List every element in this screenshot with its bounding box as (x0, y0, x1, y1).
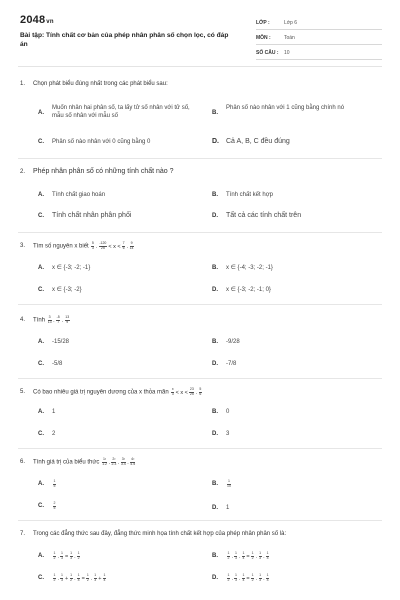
meta-value: Toán (284, 35, 295, 41)
option-label: C. (38, 213, 44, 219)
option-text: 2 (52, 431, 56, 437)
fraction: $\frac{2}{5}$ (53, 501, 56, 510)
option-label: A. (38, 339, 44, 345)
question-divider (18, 158, 382, 159)
question-text: Chọn phát biểu đúng nhất trong các phát biểu sau: (33, 81, 168, 87)
option-text: -7/8 (226, 361, 237, 367)
question-number: 2. (20, 169, 26, 175)
option-text-wrap: $\frac{1}{2}$ . $\frac{1}{3}$ + $\frac{1}{2}$ . $\frac{1}{4}$ = $\frac{1}{2}$ . $\frac{1}{3}$ + $\frac{1}{4}$ (53, 573, 106, 582)
meta-row-count (256, 46, 382, 60)
option-text: x ∈ {-3; -2; -1; 0} (226, 287, 271, 293)
question-text: Tính giá trị của biểu thức (33, 459, 100, 466)
fraction: $\frac{\text{4²}}{4.5}$ (130, 457, 136, 466)
option-text-wrap: $\frac{1}{2}$ . $\frac{1}{3}$ . $\frac{1}{4}$ = $\frac{1}{2}$ . $\frac{1}{3}$ . $\frac{1}{4}$ (227, 551, 269, 560)
option-text-wrap (226, 480, 232, 489)
question-number: 1. (20, 81, 26, 87)
question-divider (18, 304, 382, 305)
option-text: Muốn nhân hai phân số, ta lấy tử số nhân với tử số, mẫu số nhân với mẫu số (52, 105, 190, 119)
option-label: D. (212, 287, 218, 293)
option-label: D. (212, 505, 218, 511)
meta-row-class (256, 16, 382, 30)
option-label: D. (212, 431, 218, 437)
fraction: $\frac{9}{14}$ (129, 241, 134, 250)
option-label: B. (212, 481, 218, 487)
option-label: B. (212, 409, 218, 415)
option-label: A. (38, 409, 44, 415)
fraction: $\frac{\text{2²}}{2.3}$ (111, 457, 117, 466)
question-text: Có bao nhiêu giá trị nguyên dương của x thỏa mãn (33, 389, 169, 396)
option-text: 1 (52, 409, 56, 415)
logo-text: 2048 (20, 14, 46, 26)
fraction: $\frac{x}{3}$ (171, 387, 174, 396)
fraction: $\frac{7}{6}$ (122, 241, 125, 250)
meta-key: SỐ CÂU : (256, 50, 279, 56)
option-text: 3 (226, 431, 230, 437)
worksheet-meta (256, 16, 382, 61)
option-text-wrap: $\frac{1}{2}$ . $\frac{1}{3}$ . $\frac{1}{4}$ = $\frac{1}{2}$ . $\frac{1}{3}$ . $\frac{1}{4}$ (227, 573, 269, 582)
option-label: A. (38, 553, 44, 559)
option-text: x ∈ {-3; -2; -1} (52, 265, 91, 271)
option-label: B. (212, 553, 218, 559)
option-label: C. (38, 139, 44, 145)
question-text-wrap: Tìm số nguyên x biết $\frac{5}{3}$ . $\frac{-120}{25}$ < x < $\frac{7}{6}$ . $\frac{9}{14}$ (33, 241, 134, 250)
option-text-wrap: $\frac{1}{2}$ . $\frac{1}{3}$ = $\frac{1}{3}$ . $\frac{1}{2}$ (53, 551, 80, 560)
option-label: B. (212, 265, 218, 271)
option-text: 1 (226, 505, 230, 511)
option-text: Tính chất kết hợp (226, 192, 273, 198)
option-label: B. (212, 192, 218, 198)
fraction: $\frac{1}{5}$ (53, 479, 56, 488)
question-text: Trong các đẳng thức sau đây, đẳng thức minh họa tính chất kết hợp của phép nhân phân số là: (33, 531, 287, 537)
option-label: D. (212, 138, 219, 145)
logo-suffix: vn (46, 19, 54, 25)
question-number: 4. (20, 317, 26, 323)
header-divider (18, 66, 382, 67)
option-label: D. (212, 213, 218, 219)
option-label: C. (38, 361, 44, 367)
meta-value: 10 (284, 50, 290, 56)
option-text: -5/8 (52, 361, 63, 367)
option-text: Tính chất giao hoán (52, 192, 106, 198)
question-number: 7. (20, 531, 26, 537)
meta-row-subject (256, 31, 382, 45)
site-logo[interactable] (20, 14, 54, 26)
option-text: Tính chất nhân phân phối (52, 212, 132, 219)
option-label: C. (38, 575, 44, 581)
option-label: A. (38, 265, 44, 271)
option-text: -15/28 (52, 339, 70, 345)
worksheet-title: Bài tập: Tính chất cơ bản của phép nhân phân số chọn lọc, có đáp án (20, 32, 229, 48)
fraction: $\frac{3}{13}$ (47, 315, 52, 324)
question-divider (18, 378, 382, 379)
question-divider (18, 448, 382, 449)
fraction: $\frac{-5}{7}$ (56, 315, 60, 324)
question-text-wrap: Có bao nhiêu giá trị nguyên dương của x thỏa mãn $\frac{x}{3}$ < x < $\frac{23}{25}$ . $\frac{5}{6}$ (33, 387, 202, 396)
option-label: C. (38, 287, 44, 293)
worksheet-header (0, 0, 400, 62)
option-text-wrap (52, 502, 57, 511)
option-label: B. (212, 110, 218, 116)
option-text: Phân số nào nhân với 0 cũng bằng 0 (52, 139, 151, 145)
option-text-wrap (52, 480, 57, 489)
option-text: Phân số nào nhân với 1 cũng bằng chính nó (226, 105, 345, 111)
question-number: 3. (20, 243, 26, 249)
option-label: A. (38, 110, 44, 116)
question-text-wrap: Tính giá trị của biểu thức $\frac{\text{1²}}{1.2}$ . $\frac{\text{2²}}{2.3}$ . $\frac{\text{3²}}{3.4}$ . $\frac{\text{4²}}{4.5}$ (33, 457, 136, 466)
option-label: D. (212, 361, 218, 367)
question-divider (18, 520, 382, 521)
fraction: $\frac{\text{1²}}{1.2}$ (102, 457, 107, 466)
meta-value: Lớp 6 (284, 20, 298, 26)
option-label: A. (38, 192, 44, 198)
question-text: Tính (33, 317, 46, 324)
fraction: $\frac{13}{9}$ (65, 315, 70, 324)
question-divider (18, 232, 382, 233)
fraction: $\frac{1}{10}$ (227, 479, 231, 488)
meta-key: LỚP : (256, 20, 270, 26)
question-text: Phép nhân phân số có những tính chất nào ? (33, 168, 174, 175)
option-label: C. (38, 503, 44, 509)
fraction: $\frac{23}{25}$ (189, 387, 194, 396)
option-text: 0 (226, 409, 230, 415)
fraction: $\frac{5}{6}$ (199, 387, 202, 396)
option-text: x ∈ {-4; -3; -2; -1} (226, 265, 273, 271)
option-label: D. (212, 575, 218, 581)
fraction: $\frac{5}{3}$ (91, 241, 94, 250)
option-text: Cả A, B, C đều đúng (226, 138, 290, 145)
meta-key: MÔN : (256, 35, 271, 41)
option-text: Tất cả các tính chất trên (226, 212, 302, 219)
fraction: $\frac{-120}{25}$ (99, 241, 107, 250)
option-text: -9/28 (226, 339, 240, 345)
option-label: B. (212, 339, 218, 345)
option-label: A. (38, 481, 44, 487)
fraction: $\frac{\text{3²}}{3.4}$ (120, 457, 126, 466)
question-text-wrap: Tính $\frac{3}{13}$ . $\frac{-5}{7}$ . $\frac{13}{9}$ (33, 315, 70, 324)
question-text: Tìm số nguyên x biết (33, 243, 89, 250)
option-text: x ∈ {-3; -2} (52, 287, 82, 293)
question-number: 5. (20, 389, 26, 395)
option-label: C. (38, 431, 44, 437)
question-number: 6. (20, 459, 26, 465)
